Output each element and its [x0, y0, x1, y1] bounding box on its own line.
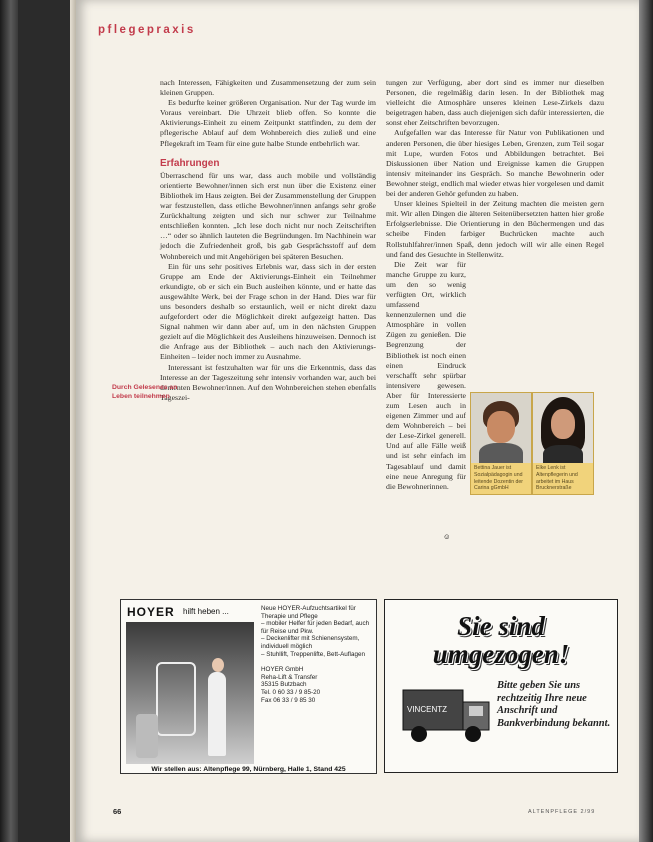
paragraph: Die Zeit war für manche Gruppe zu kurz, um den so wenig verfügten Ort, wirklich umfassend kennenzulernen und die Atmosphäre in vollen Zügen zu genießen. Die Begrenzung der Bibliothek ist noch einen einen Eindruck verschafft sehr spürbar intensivere gewesen. Aber für Interessierte zum Lesen auch in eigenen Zimmer und auf dem Wohnbereich – bei der Lese-Zirkel generell. Und auf alle Fälle weiß und ist sehr einfach im Tagesablauf und damit eine neue Anregung für die Bewohnerinnen.: [386, 259, 466, 491]
paragraph: tungen zur Verfügung, aber dort sind es immer nur dieselben Personen, die regelmäßig darin lesen. In der Bibliothek mag vielleicht die Atmosphäre unseres kleinen Lese-Zirkels dazu beigetragen haben, dass auch diejenigen sich dafür interessierten, die sonst eher Zeitschriften bevorzugen.: [386, 78, 604, 128]
ad-tagline: hilft heben ...: [183, 607, 229, 616]
text-column-1: [160, 78, 376, 403]
ad-line: Fax 06 33 / 9 85 30: [261, 696, 316, 704]
ad-line: Reha-Lift & Transfer: [261, 673, 318, 681]
moving-truck-icon: [399, 680, 495, 750]
author-photo-1: [470, 392, 532, 495]
truck-label: VINCENTZ: [407, 705, 447, 714]
book-spine: [0, 0, 18, 842]
headline-line: Sie sind: [457, 611, 545, 641]
paragraph: Es bedurfte keiner größeren Organisation. Nur der Tag wurde im Voraus vereinbart. Die Uhrzeit blieb offen. So konnte die Aktivierungs-Einheit zu einem Zeitpunkt stattfinden, zu dem der pflegerische Ablauf auf dem Wohnbereich dies zuließ und eine Pflegekraft im Team für eine gute halbe Stunde entbehrlich war.: [160, 98, 376, 148]
paragraph: Ein für uns sehr positives Erlebnis war, dass sich in der ersten Gruppe am Ende der Aktivierungs-Einheit ein Teilnehmer erkundigte, ob er sich ein Buch ausleihen könnte, und er hatte das ausgewählte Werk, bei der Frage schon in der Hand. Dies war für uns besonders deshalb so erstaunlich, weil er nicht direkt dazu aufgefordert oder die Möglichkeit direkt aufgezeigt hatten. Das Signal nahmen wir dann aber auf, um in den nächsten Gruppen gezielt auf die Möglichkeit des Ausleihens hinzuweisen. Dennoch ist die Anfrage aus der Bibliothek – auch nach den Aktivierungs-Einheiten – leider noch immer zu Ausnahme.: [160, 261, 376, 362]
pull-quote: Durch Gelesenes an Leben teilnehmen: [112, 384, 178, 400]
ad-headline: [385, 612, 617, 668]
author-photo-2: [532, 392, 594, 495]
ad-message: Bitte geben Sie uns rechtzeitig Ihre neue Anschrift und Bankverbindung bekannt.: [497, 680, 611, 729]
moving-notice-advertisement: [384, 599, 618, 773]
right-edge-shadow: [639, 0, 653, 842]
headline-line: umgezogen!: [432, 639, 570, 669]
portrait-image: [471, 393, 531, 463]
ad-line: Neue HOYER-Aufzuchtsartikel für Therapie und Pflege: [261, 605, 356, 620]
paragraph: Überraschend für uns war, dass auch mobile und vollständig orientierte Bewohner/innen sich erst nun über die Existenz einer Bibliothek im Haus zeigten. Bei der Zusammenstellung der Gruppen war festzustellen, dass etliche Bewohner/innen anfangs sehr große Zurückhaltung zeigten und sich nur schwer zur Teilnahme entschließen konnten. „Ich lese doch nicht nur noch Zeitschriften …“ oder so ähnlich lauteten die Begründungen. Im Nachhinein war jedoch die Zufriedenheit groß, bis gab Gesprächsstoff auf dem Wohnbereich und mit Angehörigen bei späteren Besuchen.: [160, 170, 376, 261]
ad-info: [261, 605, 373, 704]
hoyer-logo: HOYER: [127, 605, 175, 619]
photo-caption: Bettina Jauer ist Sozialpädagogin und leitende Dozentin der Carina gGmbH: [471, 463, 531, 494]
ad-footer: Wir stellen aus: Altenpflege 99, Nürnberg, Halle 1, Stand 425: [151, 766, 346, 773]
ad-photo: [126, 622, 254, 764]
portrait-image: [533, 393, 593, 463]
end-mark: ☺: [443, 532, 451, 541]
paragraph: Interessant ist festzuhalten war für uns die Erkenntnis, dass das Interesse an der Tageszeitung sehr intensiv vorhanden war, auch bei dementen Bewohner/innen. Auf den Wohnbereichen stehen ebenfalls Tageszei-: [160, 362, 376, 402]
page-number: 66: [113, 807, 122, 816]
ad-line: HOYER GmbH: [261, 666, 304, 674]
photo-caption: Elke Lenk ist Altenpflegerin und arbeitet im Haus Brucknerstraße: [533, 463, 593, 494]
paragraph: Unser kleines Spielteil in der Zeitung machten die meisten gern mit. Wir allen Dingen die älteren Seitenübersetzten hatten hier große Erfolgserlebnisse. Die Orientierung in den Büchermengen und das scheibe Finden farbiger Buchrücken machte auch Rollstuhlfahrer/innen Spaß, denn jedoch will wir alle einen Regel und fand des Gesuchte in Stellenwitz.: [386, 199, 604, 259]
section-header: pflegepraxis: [98, 24, 196, 36]
ad-line: Tel. 0 60 33 / 9 85-20: [261, 688, 321, 696]
ad-line: – mobiler Helfer für jeden Bedarf, auch für Reise und Pkw.: [261, 620, 370, 635]
paragraph: nach Interessen, Fähigkeiten und Zusammensetzung der zum sein kleinen Gruppen.: [160, 78, 376, 98]
magazine-issue: ALTENPFLEGE 2/99: [528, 809, 596, 815]
ad-line: – Deckenlifter mit Schienensystem, individuell möglich: [261, 635, 360, 650]
ad-line: 35315 Butzbach: [261, 681, 307, 689]
ad-line: – Stuhllift, Treppenlifte, Bett-Auflagen: [261, 650, 365, 658]
hoyer-advertisement: [120, 599, 377, 774]
paragraph: Aufgefallen war das Interesse für Natur von Publikationen und anderen Personen, die über hiesiges Leben, Grenzen, zum Teil sogar mit Lupe, wurden Fotos und Abbildungen betrachtet. Bei Diskussionen über Nation und Ereignisse kamen die Gruppen intensiv miteinander ins Gespräch. So manche Bewohnerin oder Bewohner steigt, endlich mal wieder etwas hier vorgelesen und damit bei der anderen Gehör gefunden zu haben.: [386, 128, 604, 199]
subheading: Erfahrungen: [160, 157, 220, 169]
